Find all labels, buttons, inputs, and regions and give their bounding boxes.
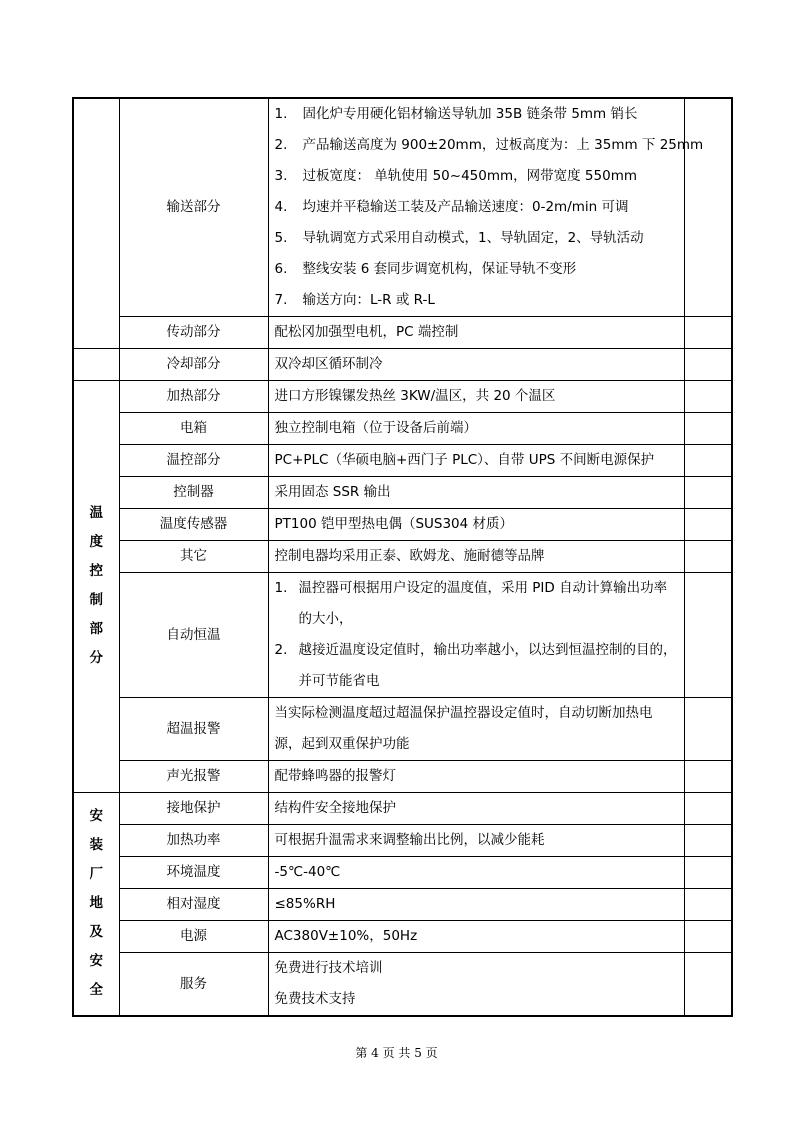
section-title-char: 厂: [89, 866, 103, 882]
temp-row-label: 其它: [119, 541, 268, 573]
remark-cell: [684, 857, 732, 889]
conveyor-item: [275, 254, 680, 285]
section-title-char: 部: [89, 621, 103, 637]
safety-row: [73, 793, 732, 825]
service-label: 服务: [119, 953, 268, 1017]
conveyor-list: [274, 99, 704, 316]
overtemp-line1: 当实际检测温度超过超温保护温控器设定值时，自动切断加热电: [274, 705, 653, 721]
item-text: 过板宽度： 单轨使用 50~450mm，网带宽度 550mm: [302, 168, 638, 184]
safety-row-label: 接地保护: [119, 793, 268, 825]
remark-cell: [684, 698, 732, 761]
temp-row-text: PC+PLC（华硕电脑+西门子 PLC）、自带 UPS 不间断电源保护: [268, 445, 684, 477]
alarm-row: [73, 761, 732, 793]
conveyor-item: [274, 130, 704, 161]
safety-row-label: 加热功率: [119, 825, 268, 857]
auto-temp-item: [275, 573, 680, 635]
section-title-char: 安: [89, 953, 103, 969]
remark-cell: [684, 953, 732, 1017]
temp-row-text: 独立控制电箱（位于设备后前端）: [268, 413, 684, 445]
temp-row: [73, 381, 732, 413]
section-title-char: 安: [89, 808, 103, 824]
cooling-label: 冷却部分: [119, 349, 268, 381]
section-title-char: 分: [89, 650, 103, 666]
temp-row: [73, 445, 732, 477]
cooling-section-cell: [73, 349, 119, 381]
safety-row-text: 结构件安全接地保护: [268, 793, 684, 825]
conveyor-content: [268, 98, 704, 317]
section-title-char: 制: [89, 592, 103, 608]
item-number: 3.: [274, 168, 288, 184]
temp-row-label: 电箱: [119, 413, 268, 445]
item-text-line1: 越接近温度设定值时，输出功率越小，以达到恒温控制的目的，: [298, 642, 677, 658]
remark-cell: [684, 413, 732, 445]
auto-temp-item: [275, 635, 680, 697]
temp-row: [73, 541, 732, 573]
item-number: 4.: [274, 199, 288, 215]
conveyor-label: 输送部分: [119, 98, 268, 317]
conveyor-item: [275, 99, 680, 130]
section-title-char: 全: [89, 982, 103, 998]
conveyor-item: [275, 223, 680, 254]
auto-temp-content: [268, 573, 684, 698]
item-text: 均速并平稳输送工装及产品输送速度：0-2m/min 可调: [302, 199, 629, 215]
temp-row-text: PT100 铠甲型热电偶（SUS304 材质）: [268, 509, 684, 541]
item-text-line2: 并可节能省电: [298, 673, 380, 689]
safety-row: [73, 825, 732, 857]
drive-content: 配松冈加强型电机，PC 端控制: [268, 317, 684, 349]
auto-temp-row: [73, 573, 732, 698]
temp-section-title: [73, 381, 119, 793]
safety-row: [73, 857, 732, 889]
drive-row: [73, 317, 732, 349]
section-title-char: 度: [89, 534, 103, 550]
temp-row-text: 控制电器均采用正泰、欧姆龙、施耐德等品牌: [268, 541, 684, 573]
temp-row-label: 温度传感器: [119, 509, 268, 541]
temp-row: [73, 477, 732, 509]
remark-cell: [684, 825, 732, 857]
remark-cell: [684, 477, 732, 509]
conveyor-item: [275, 285, 680, 316]
temp-row: [73, 509, 732, 541]
temp-row-text: 采用固态 SSR 输出: [268, 477, 684, 509]
safety-row-text: AC380V±10%，50Hz: [268, 921, 684, 953]
remark-cell: [684, 793, 732, 825]
overtemp-label: 超温报警: [119, 698, 268, 761]
overtemp-row: [73, 698, 732, 761]
service-line2: 免费技术支持: [274, 991, 356, 1007]
safety-row-text: 可根据升温需求来调整输出比例，以减少能耗: [268, 825, 684, 857]
service-line1: 免费进行技术培训: [274, 960, 383, 976]
safety-section-title: [73, 793, 119, 1017]
remark-cell: [684, 761, 732, 793]
item-text-line1: 温控器可根据用户设定的温度值，采用 PID 自动计算输出功率: [298, 580, 668, 596]
auto-temp-label: 自动恒温: [119, 573, 268, 698]
item-number: 6.: [274, 261, 288, 277]
remark-cell: [684, 541, 732, 573]
item-text: 产品输送高度为 900±20mm，过板高度为：上 35mm 下 25mm: [302, 137, 704, 153]
section-title-char: 控: [89, 563, 103, 579]
temp-row: [73, 413, 732, 445]
item-number: 2.: [274, 642, 288, 658]
auto-temp-list: [275, 573, 680, 697]
item-text: 整线安装 6 套同步调宽机构，保证导轨不变形: [302, 261, 577, 277]
service-row: [73, 953, 732, 1017]
section-title-char: 及: [89, 924, 103, 940]
safety-row-label: 电源: [119, 921, 268, 953]
safety-row-text: ≤85%RH: [268, 889, 684, 921]
conveyor-item: [275, 161, 680, 192]
temp-row-label: 温控部分: [119, 445, 268, 477]
item-text: 固化炉专用硬化铝材输送导轨加 35B 链条带 5mm 销长: [302, 106, 638, 122]
item-text: 输送方向：L-R 或 R-L: [302, 292, 435, 308]
conveyor-section-cell: [73, 98, 119, 349]
safety-row: [73, 889, 732, 921]
cooling-content: 双冷却区循环制冷: [268, 349, 684, 381]
cooling-row: [73, 349, 732, 381]
alarm-label: 声光报警: [119, 761, 268, 793]
drive-label: 传动部分: [119, 317, 268, 349]
item-number: 7.: [274, 292, 288, 308]
item-text: 导轨调宽方式采用自动模式，1、导轨固定，2、导轨活动: [302, 230, 644, 246]
overtemp-line2: 源，起到双重保护功能: [274, 736, 410, 752]
remark-cell: [684, 349, 732, 381]
remark-cell: [684, 889, 732, 921]
temp-row-text: 进口方形镍镙发热丝 3KW/温区，共 20 个温区: [268, 381, 684, 413]
temp-row-label: 加热部分: [119, 381, 268, 413]
page-footer: 第 4 页 共 5 页: [355, 1046, 438, 1060]
service-content: [268, 953, 684, 1017]
conveyor-item: [275, 192, 680, 223]
safety-row-text: -5℃-40℃: [268, 857, 684, 889]
conveyor-row: [73, 98, 732, 317]
item-number: 5.: [274, 230, 288, 246]
remark-cell: [684, 509, 732, 541]
remark-cell: [684, 381, 732, 413]
remark-cell: [684, 317, 732, 349]
section-title-char: 装: [89, 837, 103, 853]
overtemp-content: [268, 698, 684, 761]
section-title-char: 地: [89, 895, 103, 911]
alarm-content: 配带蜂鸣器的报警灯: [268, 761, 684, 793]
item-number: 1.: [274, 580, 288, 596]
safety-row-label: 相对湿度: [119, 889, 268, 921]
remark-cell: [684, 445, 732, 477]
item-number: 2.: [274, 137, 288, 153]
safety-row-label: 环境温度: [119, 857, 268, 889]
item-text-line2: 的大小，: [298, 611, 353, 627]
section-title-char: 温: [89, 505, 103, 521]
temp-row-label: 控制器: [119, 477, 268, 509]
safety-row: [73, 921, 732, 953]
remark-cell: [684, 921, 732, 953]
item-number: 1.: [274, 106, 288, 122]
remark-cell: [684, 573, 732, 698]
spec-table: [72, 97, 733, 1017]
